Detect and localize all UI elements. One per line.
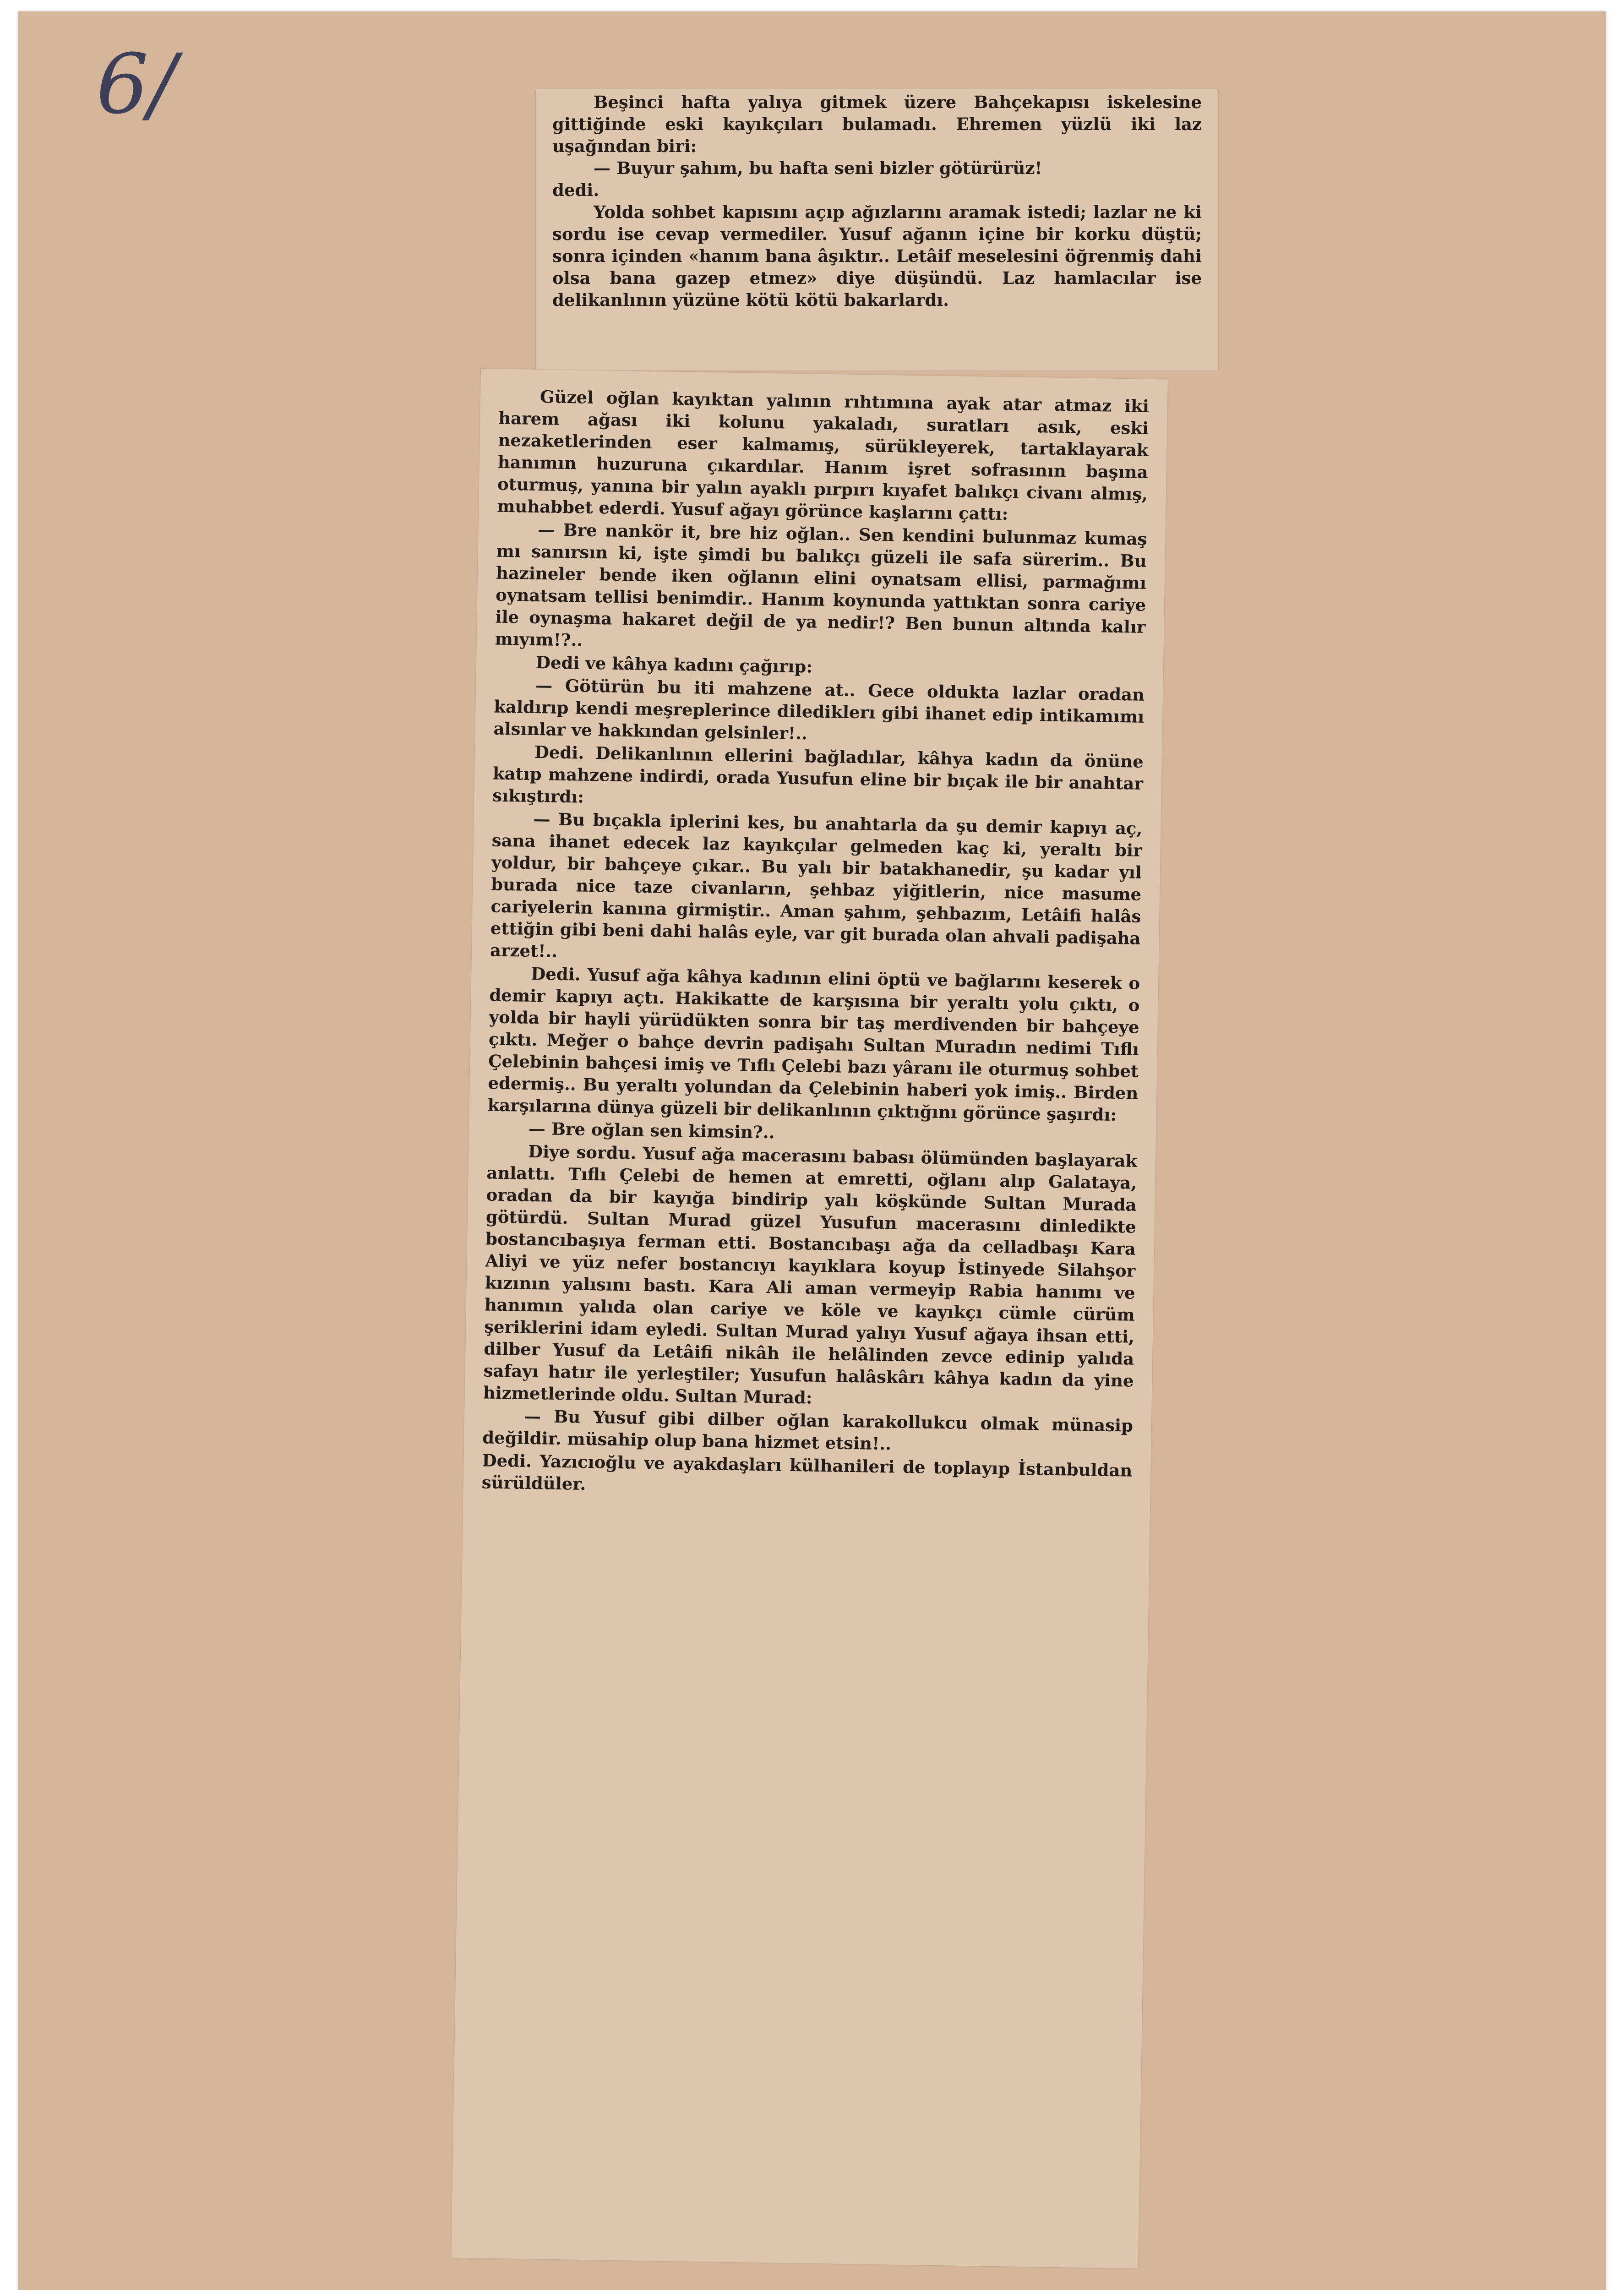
paragraph: Dedi. Delikanlının ellerini bağladılar, kâhya kadın da önüne katıp mahzene indirdi, orada Yusufun eline bir bıçak ile bir anahtar sıkıştırdı: <box>492 742 1144 807</box>
paragraph: — Götürün bu iti mahzene at.. Gece oldukta lazlar oradan kaldırıp kendi meşreplerince dilediklerı gibi ihanet edip intikamımı alsınlar ve hakkından gelsinler!.. <box>493 675 1145 744</box>
paragraph: — Bre oğlan sen kimsin?.. <box>528 1118 775 1143</box>
paragraph: Yolda sohbet kapısını açıp ağızlarını aramak istedi; lazlar ne ki sordu ise cevap vermediler. Yusuf ağanın içine bir korku düştü; sonra içinden «hanım bana âşıktır.. Letâif meselesini öğrenmiş dahi olsa bana gazep etmez» diye düşündü. Laz hamlacılar ise delikanlının yüzüne kötü kötü bakarlardı. <box>552 202 1202 310</box>
paragraph: Güzel oğlan kayıktan yalının rıhtımına ayak atar atmaz iki harem ağası iki kolunu yakaladı, suratları asık, eski nezaketlerinden eser kalmamış, sürükleyerek, tartaklayarak hanımın huzuruna çıkardılar. Hanım işret sofrasının başına oturmuş, yanına bir yalın ayaklı pırpırı kıyafet balıkçı civanı almış, muhabbet ederdi. Yusuf ağayı görünce kaşlarını çattı: <box>496 387 1150 524</box>
paragraph: — Bu bıçakla iplerini kes, bu anahtarla da şu demir kapıyı aç, sana ihanet edecek laz kayıkçılar gelmeden kaç ki, yeraltı bir yoldur, bir bahçeye çıkar.. Bu yalı bir batakhanedir, şu kadar yıl burada nice taze civanların, şehbaz yiğitlerin, nice masume cariyelerin kanına girmiştir.. Aman şahım, şehbazım, Letâifi halâs ettiğin gibi beni dahi halâs eyle, var git burada olan ahvali padişaha arzet!.. <box>490 808 1143 961</box>
paragraph: Dedi. Yazıcıoğlu ve ayakdaşları külhanileri de toplayıp İstanbuldan sürüldüler. <box>481 1450 1133 1494</box>
paragraph: — Buyur şahım, bu hafta seni bizler götürürüz! <box>594 158 1042 178</box>
paragraph: — Bu Yusuf gibi dilber oğlan karakollukcu olmak münasip değildir. müsahip olup bana hizmet etsin!.. <box>482 1406 1134 1454</box>
paragraph: — Bre nankör it, bre hiz oğlan.. Sen kendini bulunmaz kumaş mı sanırsın ki, işte şimdi bu balıkçı güzeli ile safa sürerim.. Bu hazineler bende iken oğlanın elini oynatsam ellisi, parmağımı oynatsam tellisi benimdir.. Hanım koynunda yattıktan sonra cariye ile oynaşma hakaret değil de ya nedir!? Ben bunun altında kalır mıyım!?.. <box>495 519 1147 650</box>
newspaper-clipping-main <box>451 369 1168 2268</box>
paragraph: Beşinci hafta yalıya gitmek üzere Bahçekapısı iskelesine gittiğinde eski kayıkçıları bulamadı. Ehremen yüzlü iki laz uşağından biri: <box>552 92 1202 156</box>
paragraph: Diye sordu. Yusuf ağa macerasını babası ölümünden başlayarak anlattı. Tıflı Çelebi de hemen at emretti, oğlanı alıp Galataya, oradan da bir kayığa bindirip yalı köşkünde Sultan Murada götürdü. Sultan Murad güzel Yusufun macerasını dinledikte bostancıbaşıya ferman etti. Bostancıbaşı ağa da celladbaşı Kara Aliyi ve yüz nefer bostancıyı kayıklara koyup İstinyede Silahşor kızının yalısını bastı. Kara Ali aman vermeyip Rabia hanımı ve hanımın yalıda olan cariye ve köle ve kayıkçı cümle cürüm şeriklerini idam eyledi. Sultan Murad yalıyı Yusuf ağaya ihsan etti, dilber Yusuf da Letâifi nikâh ile helâlinden zevce edinip yalıda safayı hatır ile yerleştiler; Yusufun halâskârı kâhya kadın da yine hizmetlerinde oldu. Sultan Murad: <box>483 1141 1138 1408</box>
newspaper-clipping-top <box>536 89 1218 371</box>
archive-sheet <box>18 11 1606 2290</box>
paragraph: Dedi. Yusuf ağa kâhya kadının elini öptü ve bağlarını keserek o demir kapıyı açtı. Hakikatte de karşısına bir yeraltı yolu çıktı, o yolda bir hayli yürüdükten sonra bir taş merdivenden bir bahçeye çıktı. Meğer o bahçe devrin padişahı Sultan Muradın nedimi Tıflı Çelebinin bahçesi imiş ve Tıflı Çelebi bazı yâranı ile oturmuş sohbet edermiş.. Bu yeraltı yolundan da Çelebinin haberi yok imiş.. Birden karşılarına dünya güzeli bir delikanlının çıktığını görünce şaşırdı: <box>487 963 1140 1125</box>
paragraph: dedi. <box>552 180 599 200</box>
folio-number: 6/ <box>96 37 177 132</box>
paragraph: Dedi ve kâhya kadını çağırıp: <box>535 652 813 677</box>
